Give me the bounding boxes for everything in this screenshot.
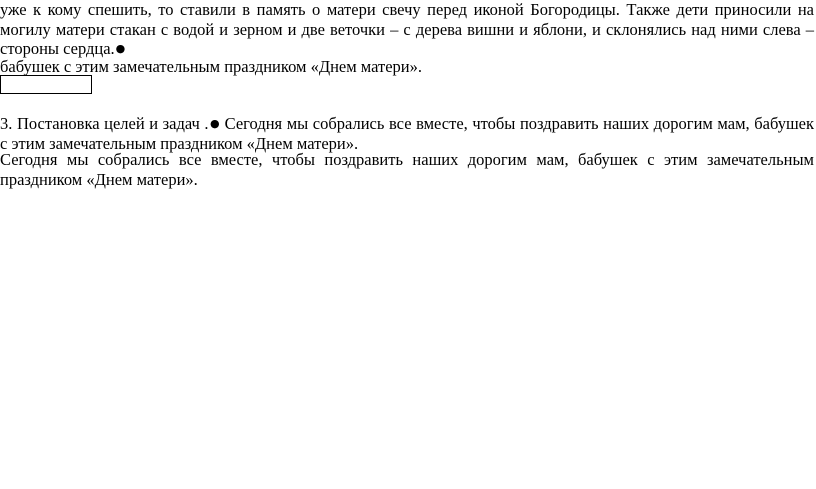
bullet-icon: ● [209,117,221,130]
paragraph-3 [0,114,814,153]
paragraph-4-text: Сегодня мы собрались все вместе, чтобы поздравить наших дорогим мам, бабушек с этим замечательным праздником «Днем матери». [0,150,814,189]
paragraph-2 [0,57,814,77]
bullet-icon: ● [115,42,126,55]
paragraph-2-text: бабушек с этим замечательным праздником «Днем матери». [0,57,423,76]
paragraph-1 [0,0,814,59]
paragraph-4 [0,150,814,189]
paragraph-3-text: Сегодня мы собрались все вместе, чтобы поздравить наших дорогим мам, бабушек с этим замечательным праздником «Днем матери». [0,114,814,153]
empty-text-box [0,75,92,94]
section-heading: 3. Постановка целей и задач . [0,114,209,133]
paragraph-1-text: уже к кому спешить, то ставили в память о матери свечу перед иконой Богородицы. Также дети приносили на могилу матери стакан с водой и зерном и две веточки – с дерева вишни и яблони, и склонялись над ними слева – стороны сердца. [0,0,814,58]
